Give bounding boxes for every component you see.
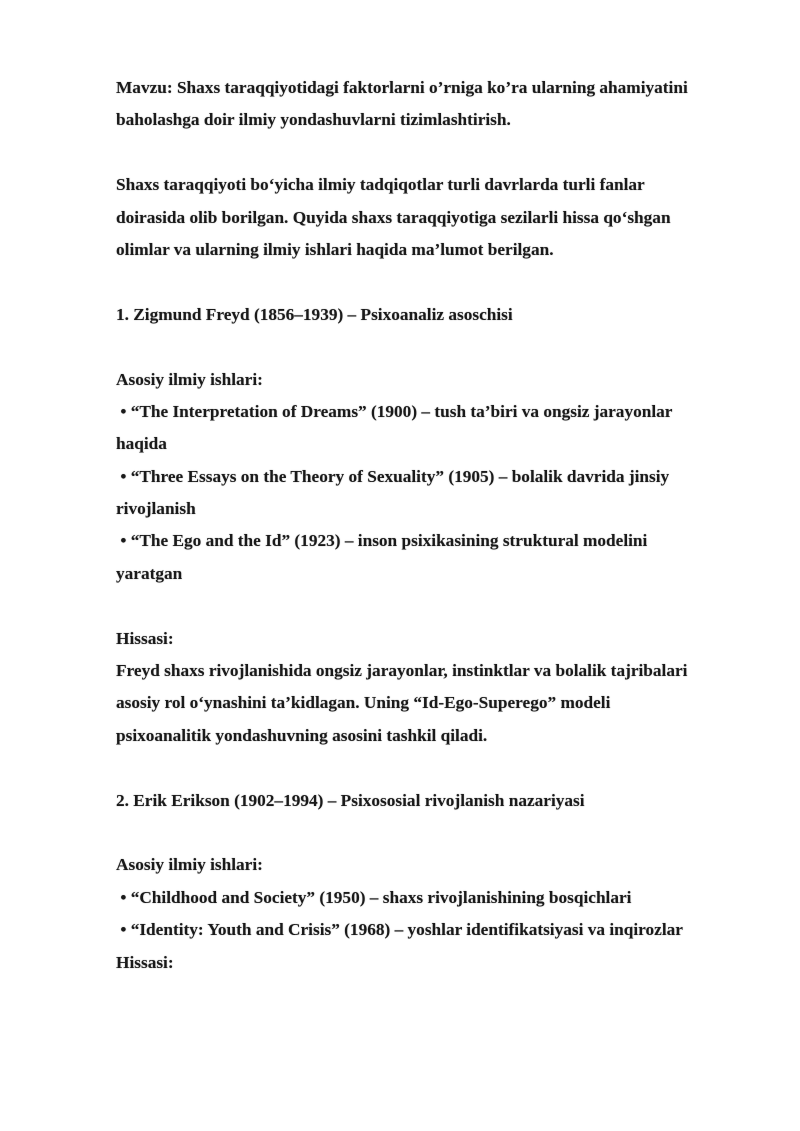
section2-heading-text: 2. Erik Erikson (1902–1994) – Psixososial rivojlanish nazariyasi <box>116 790 585 810</box>
topic-line-1: Mavzu: Shaxs taraqqiyotidagi faktorlarni o’rniga ko’ra ularning ahamiyatini <box>116 78 688 97</box>
section1-contribution-label: Hissasi: <box>116 628 174 648</box>
topic-paragraph <box>116 72 756 137</box>
spacer <box>116 590 756 622</box>
section1-contribution-line-2: asosiy rol o‘ynashini ta’kidlagan. Uning “Id-Ego-Superego” modeli <box>116 693 611 713</box>
section1-contribution-line-3: psixoanalitik yondashuvning asosini tashkil qiladi. <box>116 725 488 745</box>
section1-works <box>116 364 756 591</box>
section2-heading <box>116 785 756 817</box>
section2-works-label: Asosiy ilmiy ishlari: <box>116 855 263 875</box>
section1-work-line-5: • “The Ego and the Id” (1923) – inson psixikasining struktural modelini <box>116 531 648 551</box>
intro-line-2: doirasida olib borilgan. Quyida shaxs taraqqiyotiga sezilarli hissa qo‘shgan <box>116 207 671 227</box>
intro-line-3: olimlar va ularning ilmiy ishlari haqida ma’lumot berilgan. <box>116 239 554 259</box>
section1-work-line-4: rivojlanish <box>116 499 196 519</box>
spacer <box>116 817 756 849</box>
section2-contribution-label: Hissasi: <box>116 952 174 972</box>
section1-work-line-1: • “The Interpretation of Dreams” (1900) – tush ta’biri va ongsiz jarayonlar <box>116 401 673 421</box>
section1-heading <box>116 299 756 331</box>
topic-line-2: baholashga doir ilmiy yondashuvlarni tizimlashtirish. <box>116 110 511 130</box>
section1-heading-text: 1. Zigmund Freyd (1856–1939) – Psixoanaliz asoschisi <box>116 304 513 324</box>
intro-line-1: Shaxs taraqqiyoti bo‘yicha ilmiy tadqiqotlar turli davrlarda turli fanlar <box>116 175 645 195</box>
section1-contribution-line-1: Freyd shaxs rivojlanishida ongsiz jarayonlar, instinktlar va bolalik tajribalari <box>116 661 688 681</box>
section1-work-line-2: haqida <box>116 434 167 454</box>
section2-works <box>116 849 756 979</box>
section2-work-line-1: • “Childhood and Society” (1950) – shaxs rivojlanishining bosqichlari <box>116 887 632 907</box>
spacer <box>116 137 756 169</box>
section1-works-label: Asosiy ilmiy ishlari: <box>116 369 263 389</box>
section1-contribution <box>116 623 756 753</box>
spacer <box>116 752 756 784</box>
section1-work-line-3: • “Three Essays on the Theory of Sexuality” (1905) – bolalik davrida jinsiy <box>116 466 670 486</box>
intro-paragraph <box>116 169 756 266</box>
section2-work-line-2: • “Identity: Youth and Crisis” (1968) – yoshlar identifikatsiyasi va inqirozlar <box>116 920 683 940</box>
document-page <box>116 72 756 979</box>
spacer <box>116 266 756 298</box>
spacer <box>116 331 756 363</box>
section1-work-line-6: yaratgan <box>116 563 183 583</box>
